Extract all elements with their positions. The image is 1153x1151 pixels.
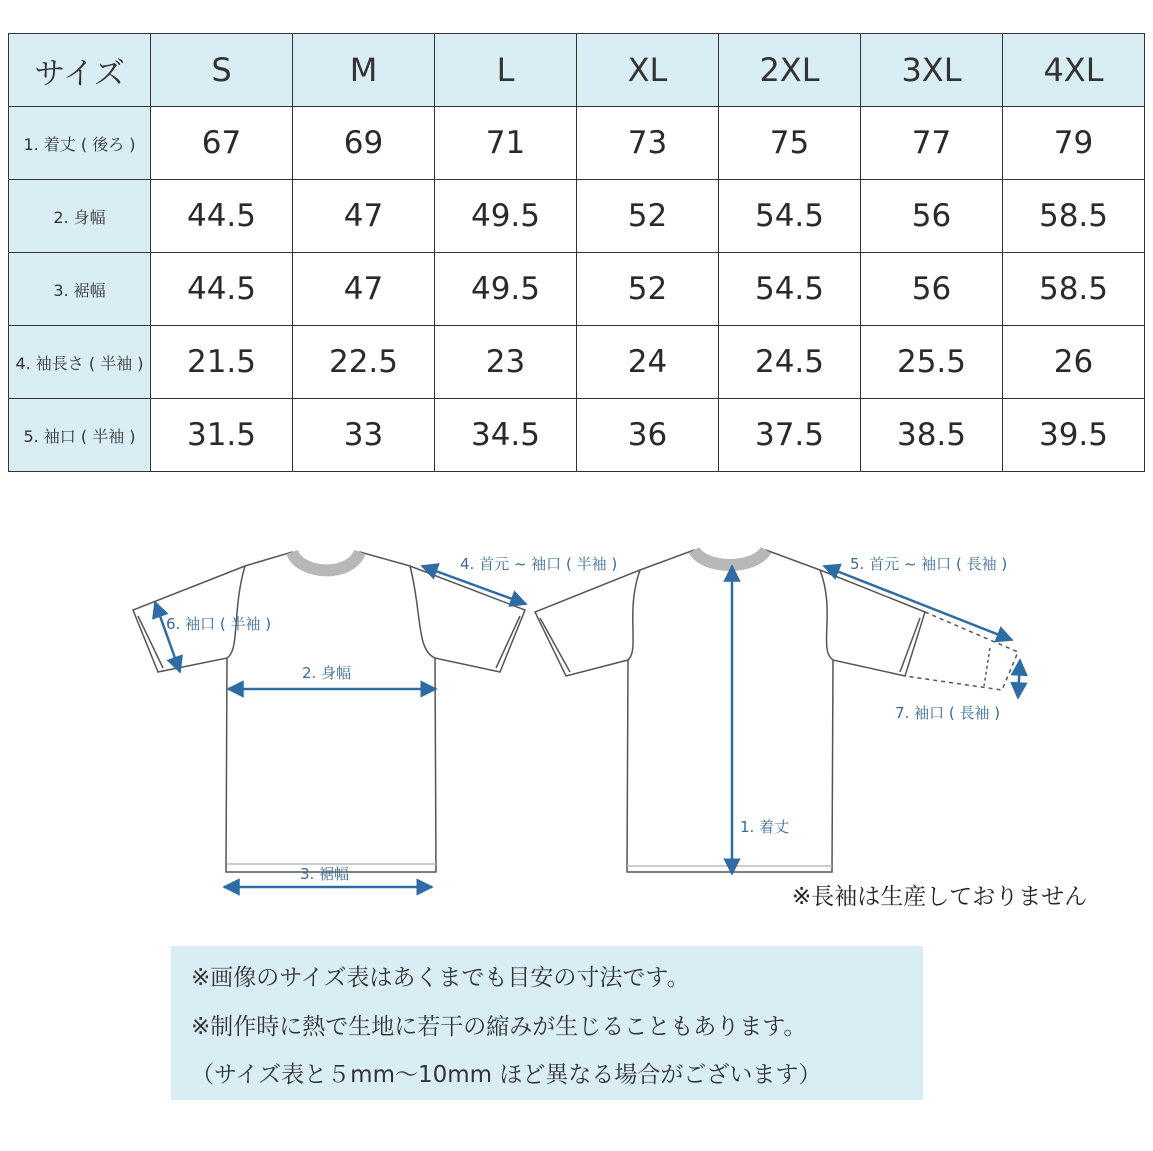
header-size-4xl: 4XL: [1003, 34, 1145, 107]
table-cell: 56: [861, 180, 1003, 253]
table-cell: 31.5: [151, 399, 293, 472]
header-size-l: L: [435, 34, 577, 107]
table-cell: 54.5: [719, 180, 861, 253]
table-cell: 23: [435, 326, 577, 399]
notice-box: [171, 946, 923, 1100]
row-label: 4. 袖長さ ( 半袖 ): [9, 326, 151, 399]
table-row: [9, 107, 1145, 180]
table-cell: 34.5: [435, 399, 577, 472]
table-cell: 47: [293, 180, 435, 253]
table-row: [9, 326, 1145, 399]
label-cuff-long: 7. 袖口 ( 長袖 ): [895, 704, 1001, 722]
table-cell: 22.5: [293, 326, 435, 399]
table-header-row: [9, 34, 1145, 107]
label-length: 1. 着丈: [740, 818, 790, 836]
table-cell: 79: [1003, 107, 1145, 180]
table-cell: 37.5: [719, 399, 861, 472]
table-cell: 67: [151, 107, 293, 180]
label-body-width: 2. 身幅: [302, 664, 352, 682]
table-cell: 38.5: [861, 399, 1003, 472]
table-row: [9, 253, 1145, 326]
table-cell: 52: [577, 180, 719, 253]
table-cell: 52: [577, 253, 719, 326]
table-cell: 33: [293, 399, 435, 472]
table-cell: 58.5: [1003, 180, 1145, 253]
table-cell: 58.5: [1003, 253, 1145, 326]
row-label: 2. 身幅: [9, 180, 151, 253]
table-cell: 44.5: [151, 180, 293, 253]
table-cell: 44.5: [151, 253, 293, 326]
table-cell: 21.5: [151, 326, 293, 399]
row-label: 3. 裾幅: [9, 253, 151, 326]
tshirt-measurement-diagram: [0, 520, 1153, 920]
row-label: 1. 着丈 ( 後ろ ): [9, 107, 151, 180]
notice-line: ※画像のサイズ表はあくまでも目安の寸法です。: [191, 965, 690, 991]
notice-line: （サイズ表と５mm〜10mm ほど異なる場合がございます）: [191, 1062, 822, 1088]
header-size-xl: XL: [577, 34, 719, 107]
table-cell: 49.5: [435, 253, 577, 326]
table-cell: 77: [861, 107, 1003, 180]
table-cell: 39.5: [1003, 399, 1145, 472]
table-cell: 26: [1003, 326, 1145, 399]
label-neck-to-cuff-long: 5. 首元 ~ 袖口 ( 長袖 ): [850, 555, 1008, 573]
table-cell: 47: [293, 253, 435, 326]
size-table: [8, 33, 1145, 472]
table-cell: 49.5: [435, 180, 577, 253]
table-cell: 71: [435, 107, 577, 180]
label-cuff-short: 6. 袖口 ( 半袖 ): [166, 615, 272, 633]
long-sleeve-note: ※長袖は生産しておりません: [792, 884, 1088, 910]
row-label: 5. 袖口 ( 半袖 ): [9, 399, 151, 472]
table-cell: 24.5: [719, 326, 861, 399]
header-size-3xl: 3XL: [861, 34, 1003, 107]
table-cell: 25.5: [861, 326, 1003, 399]
header-size-s: S: [151, 34, 293, 107]
table-cell: 36: [577, 399, 719, 472]
table-cell: 75: [719, 107, 861, 180]
table-cell: 54.5: [719, 253, 861, 326]
front-tshirt-illustration: [133, 552, 525, 872]
label-hem-width: 3. 裾幅: [300, 865, 350, 883]
header-size-m: M: [293, 34, 435, 107]
table-row: [9, 180, 1145, 253]
notice-line: ※制作時に熱で生地に若干の縮みが生じることもあります。: [191, 1014, 807, 1040]
table-cell: 73: [577, 107, 719, 180]
table-cell: 24: [577, 326, 719, 399]
label-neck-to-cuff-short: 4. 首元 ~ 袖口 ( 半袖 ): [460, 555, 618, 573]
table-cell: 69: [293, 107, 435, 180]
table-cell: 56: [861, 253, 1003, 326]
table-row: [9, 399, 1145, 472]
header-size-2xl: 2XL: [719, 34, 861, 107]
header-size-label: サイズ: [9, 34, 151, 107]
